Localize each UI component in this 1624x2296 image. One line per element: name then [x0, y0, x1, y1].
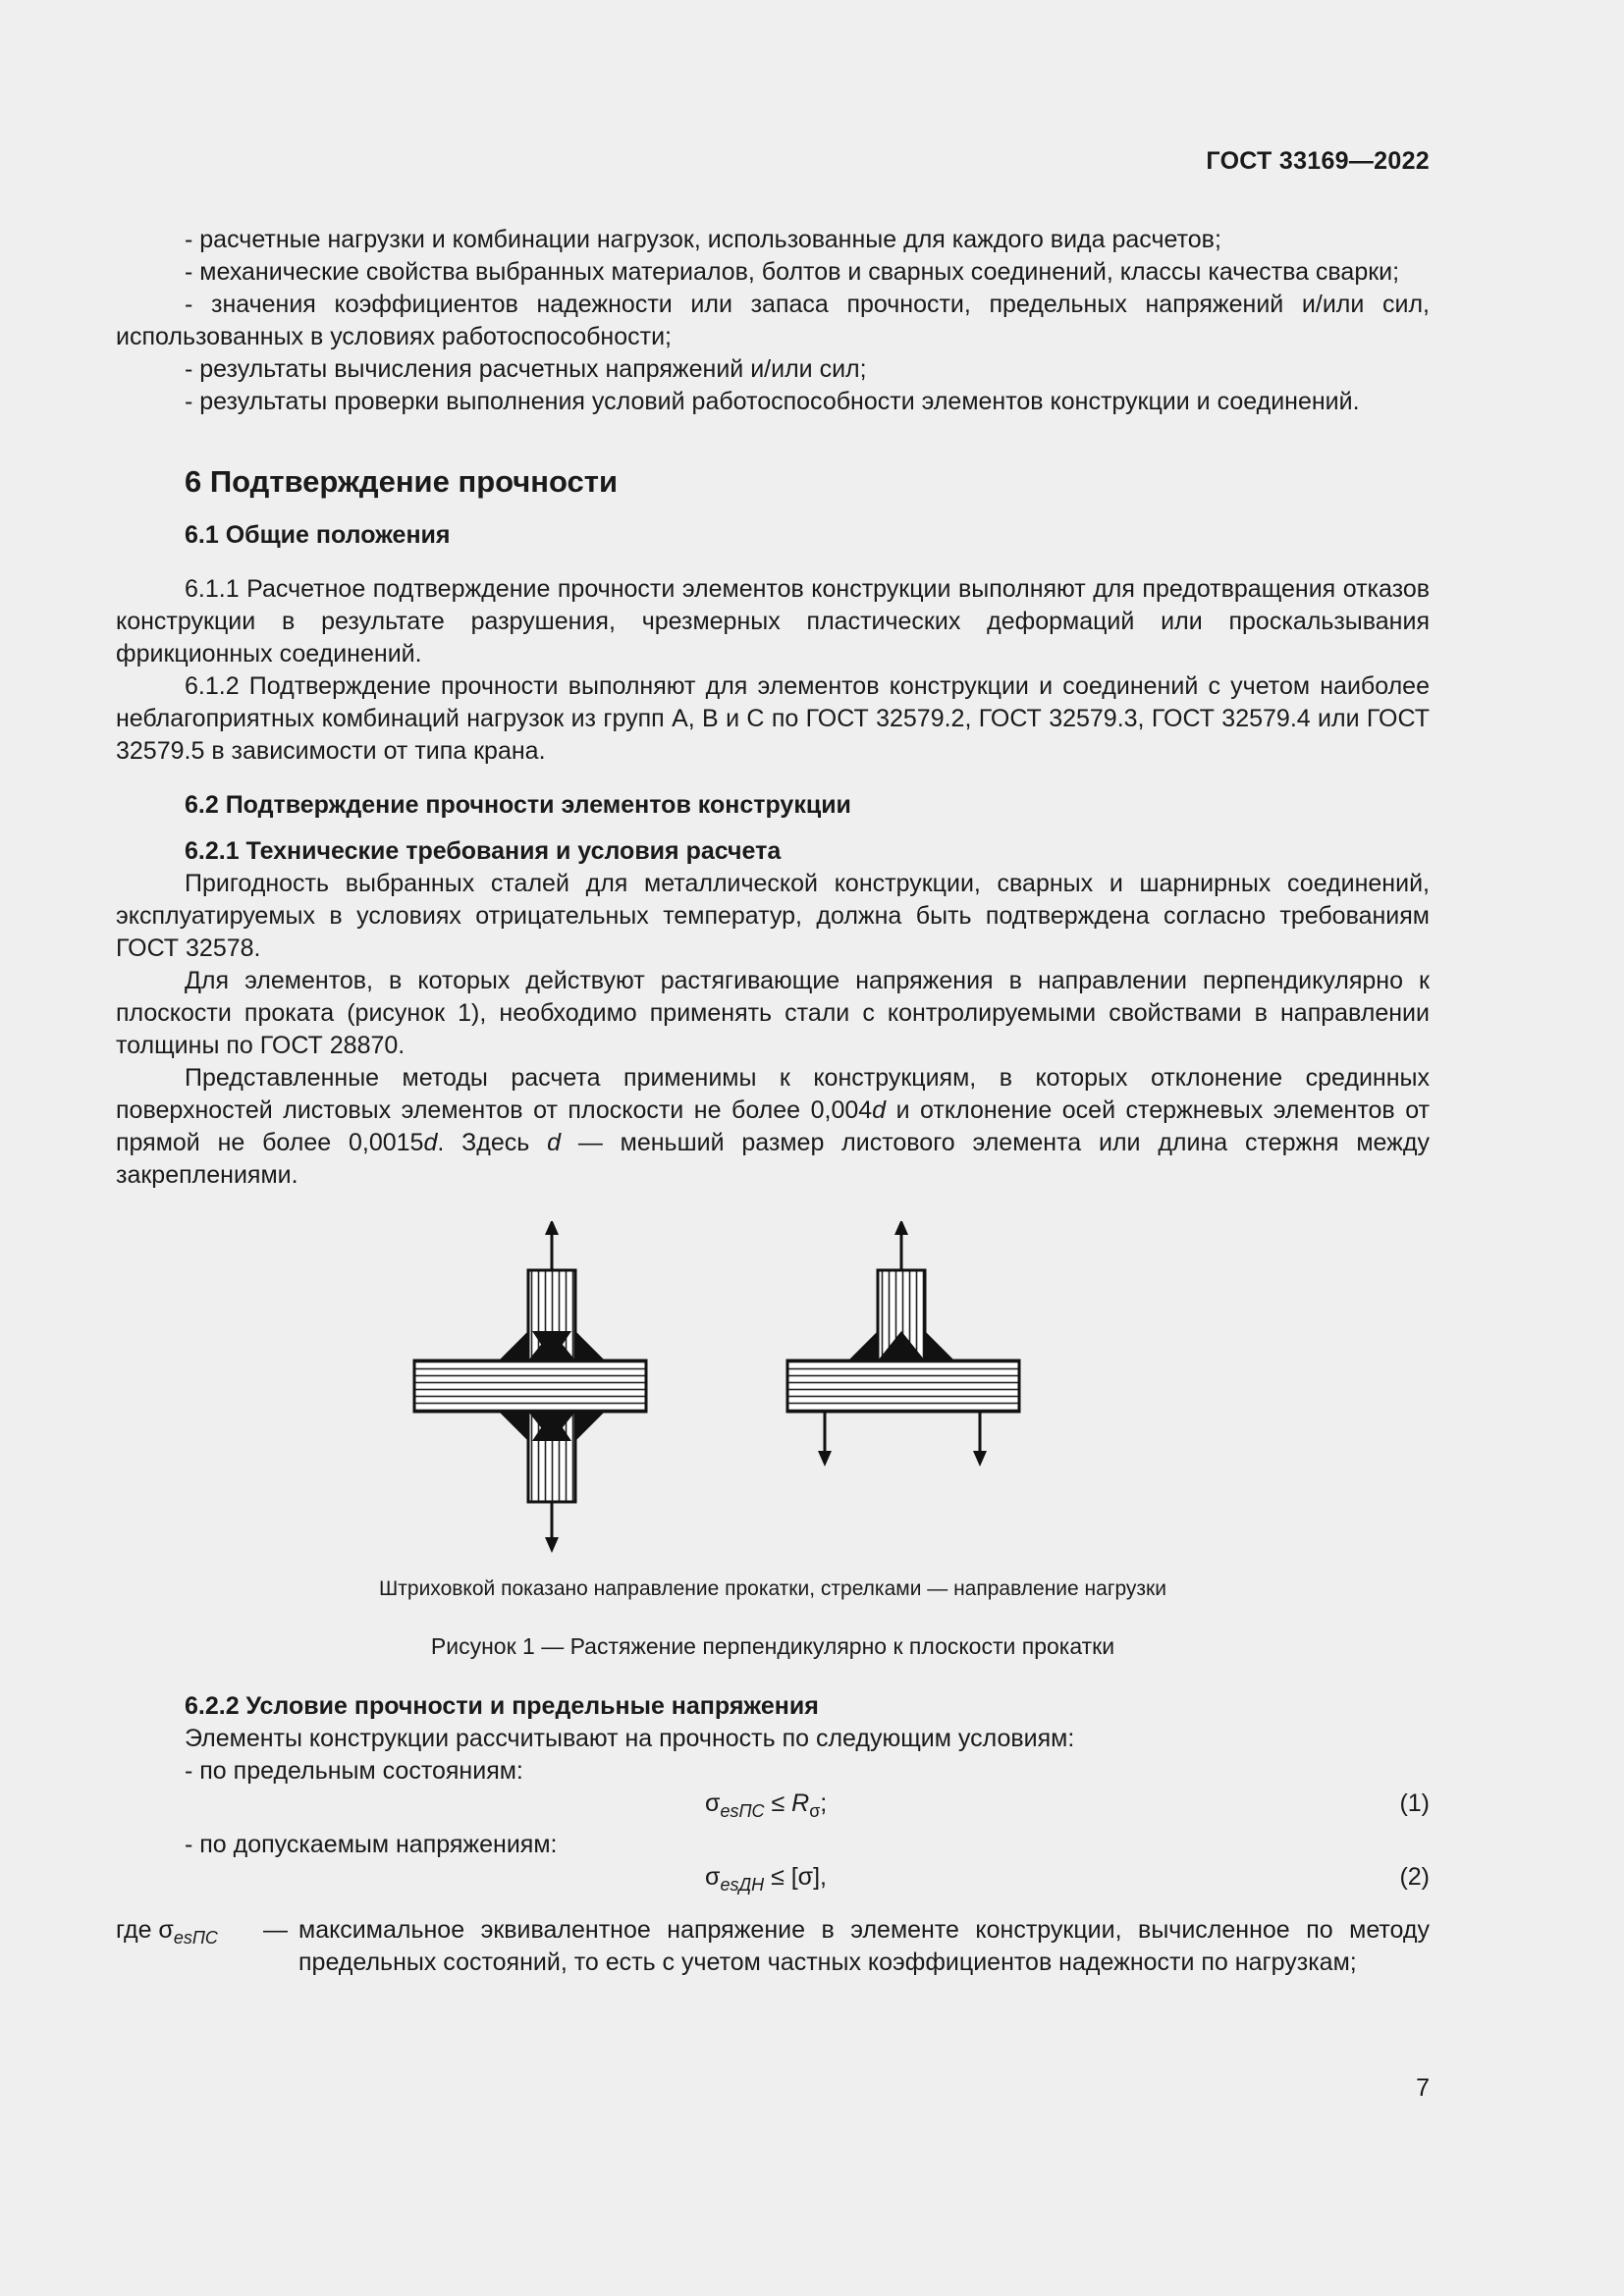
figure-note: Штриховкой показано направление прокатки, стрелками — направление нагрузки	[379, 1577, 1166, 1600]
condition-2-label: - по допускаемым напряжениям:	[185, 1831, 558, 1858]
page-number: 7	[1416, 2074, 1430, 2102]
list-item: - механические свойства выбранных материалов, болтов и сварных соединений, классы качества сварки;	[185, 258, 1400, 286]
formula-2-number: (2)	[1399, 1863, 1430, 1891]
figure-1	[116, 1221, 1430, 1575]
paragraph-6-2-1-c: Представленные методы расчета применимы к конструкциям, в которых отклонение срединных поверхностей листовых элементов от плоскости не более 0,004d и отклонение осей стержневых элементов от прямой не более 0,0015d. Здесь d — меньший размер листового элемента или длина стержня между закреплениями.	[116, 1064, 1430, 1189]
list-item: - значения коэффициентов надежности или запаса прочности, предельных напряжений и/или сил, использованных в условиях работоспособности;	[116, 291, 1430, 350]
formula-1-expression: $\sigma_{esПС} \le R_\sigma$;	[705, 1789, 828, 1821]
list-item: - результаты вычисления расчетных напряжений и/или сил;	[185, 355, 867, 383]
figure-caption: Рисунок 1 — Растяжение перпендикулярно к плоскости прокатки	[430, 1633, 1115, 1659]
standard-id-header: ГОСТ 33169—2022	[1206, 147, 1430, 175]
tension-diagram	[116, 1221, 1430, 1575]
section-6-2-2-title: 6.2.2 Условие прочности и предельные напряжения	[185, 1692, 819, 1720]
where-description: максимальное эквивалентное напряжение в элементе конструкции, вычисленное по методу предельных состояний, то есть с учетом частных коэффициентов надежности по нагрузкам;	[298, 1916, 1430, 1976]
formula-1-number: (1)	[1399, 1789, 1430, 1817]
section-6-2-1-title: 6.2.1 Технические требования и условия расчета	[185, 837, 782, 865]
paragraph-6-2-1-b: Для элементов, в которых действуют растягивающие напряжения в направлении перпендикулярно к плоскости проката (рисунок 1), необходимо применять стали с контролируемыми свойствами в направлении толщины по ГОСТ 28870.	[116, 967, 1430, 1059]
cruciform-joint	[414, 1221, 646, 1553]
formula-1	[116, 1788, 1430, 1827]
where-term: где $\sigma_{esПС}$	[116, 1916, 218, 1948]
condition-1-label: - по предельным состояниям:	[185, 1757, 523, 1785]
section-6-2-title: 6.2 Подтверждение прочности элементов конструкции	[185, 791, 851, 819]
paragraph-6-1-2: 6.1.2 Подтверждение прочности выполняют для элементов конструкции и соединений с учетом наиболее неблагоприятных комбинаций нагрузок из групп А, В и С по ГОСТ 32579.2, ГОСТ 32579.3, ГОСТ 32579.4 или ГОСТ 32579.5 в зависимости от типа крана.	[116, 672, 1430, 765]
formula-2-expression: $\sigma_{esДН} \le [\sigma]$,	[705, 1863, 828, 1895]
paragraph-6-2-2-intro: Элементы конструкции рассчитывают на прочность по следующим условиям:	[185, 1725, 1075, 1752]
paragraph-6-1-1: 6.1.1 Расчетное подтверждение прочности элементов конструкции выполняют для предотвращения отказов конструкции в результате разрушения, чрезмерных пластических деформаций или проскальзывания фрикционных соединений.	[116, 575, 1430, 667]
formula-2	[116, 1861, 1430, 1900]
t-joint	[787, 1221, 1019, 1467]
where-dash: —	[263, 1916, 288, 1944]
section-6-title: 6 Подтверждение прочности	[185, 464, 619, 499]
where-definition	[116, 1914, 1430, 1979]
list-item: - результаты проверки выполнения условий работоспособности элементов конструкции и соединений.	[185, 388, 1360, 415]
list-item: - расчетные нагрузки и комбинации нагрузок, использованные для каждого вида расчетов;	[185, 226, 1221, 253]
page-content	[116, 224, 1430, 1979]
paragraph-6-2-1-a: Пригодность выбранных сталей для металлической конструкции, сварных и шарнирных соединений, эксплуатируемых в условиях отрицательных температур, должна быть подтверждена согласно требованиям ГОСТ 32578.	[116, 870, 1430, 962]
section-6-1-title: 6.1 Общие положения	[185, 521, 451, 549]
